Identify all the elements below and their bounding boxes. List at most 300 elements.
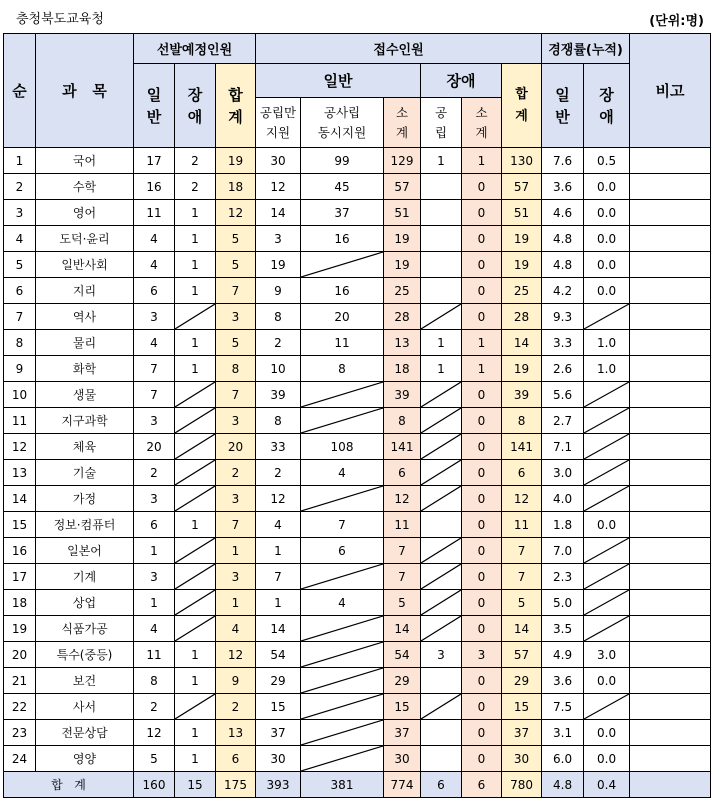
row-disabled-public — [421, 252, 462, 278]
row-remarks — [630, 330, 711, 356]
table-row — [4, 330, 711, 356]
row-ratio-general: 4.0 — [542, 486, 584, 512]
table-row — [4, 694, 711, 720]
not-applicable-diagonal — [301, 668, 383, 693]
row-public-only: 2 — [256, 460, 301, 486]
table-row — [4, 382, 711, 408]
row-planned-total: 7 — [216, 382, 256, 408]
applied-general-header: 일반 — [256, 64, 421, 98]
row-public-only: 29 — [256, 668, 301, 694]
planned-general-header: 일 반 — [134, 64, 175, 148]
total-ratio-disabled: 0.4 — [584, 772, 630, 798]
row-concurrent — [301, 668, 384, 694]
row-remarks — [630, 382, 711, 408]
row-no: 13 — [4, 460, 36, 486]
not-applicable-diagonal — [584, 486, 629, 511]
row-planned-total: 13 — [216, 720, 256, 746]
row-planned-general: 17 — [134, 148, 175, 174]
row-subject: 체육 — [36, 434, 134, 460]
row-planned-disabled — [175, 304, 216, 330]
not-applicable-diagonal — [421, 538, 461, 563]
row-applied-total: 141 — [502, 434, 542, 460]
row-subject: 역사 — [36, 304, 134, 330]
row-remarks — [630, 226, 711, 252]
row-concurrent: 20 — [301, 304, 384, 330]
row-planned-total: 7 — [216, 278, 256, 304]
row-ratio-general: 7.1 — [542, 434, 584, 460]
row-disabled-public — [421, 174, 462, 200]
row-concurrent: 6 — [301, 538, 384, 564]
table-row — [4, 720, 711, 746]
row-general-subtotal: 57 — [384, 174, 421, 200]
row-disabled-public — [421, 616, 462, 642]
row-subject: 영어 — [36, 200, 134, 226]
row-planned-total: 1 — [216, 590, 256, 616]
row-planned-disabled — [175, 382, 216, 408]
row-planned-total: 3 — [216, 486, 256, 512]
row-general-subtotal: 39 — [384, 382, 421, 408]
not-applicable-diagonal — [301, 252, 383, 277]
row-planned-disabled: 1 — [175, 356, 216, 382]
row-remarks — [630, 174, 711, 200]
row-planned-total: 19 — [216, 148, 256, 174]
row-ratio-disabled — [584, 538, 630, 564]
row-concurrent: 45 — [301, 174, 384, 200]
row-disabled-subtotal: 0 — [462, 512, 502, 538]
row-public-only: 30 — [256, 746, 301, 772]
row-planned-disabled — [175, 564, 216, 590]
not-applicable-diagonal — [175, 486, 215, 511]
row-ratio-general: 5.0 — [542, 590, 584, 616]
row-ratio-disabled — [584, 382, 630, 408]
row-general-subtotal: 29 — [384, 668, 421, 694]
row-public-only: 9 — [256, 278, 301, 304]
organization-title: 충청북도교육청 — [16, 12, 104, 27]
row-remarks — [630, 616, 711, 642]
row-planned-total: 5 — [216, 252, 256, 278]
row-planned-general: 3 — [134, 304, 175, 330]
row-planned-general: 6 — [134, 278, 175, 304]
applied-total-header: 합 계 — [502, 64, 542, 148]
row-disabled-subtotal: 0 — [462, 590, 502, 616]
row-remarks — [630, 720, 711, 746]
row-public-only: 1 — [256, 538, 301, 564]
row-planned-disabled: 1 — [175, 226, 216, 252]
ratio-disabled-header: 장 애 — [584, 64, 630, 148]
not-applicable-diagonal — [301, 616, 383, 641]
planned-total-header: 합 계 — [216, 64, 256, 148]
not-applicable-diagonal — [301, 746, 383, 771]
row-planned-general: 7 — [134, 356, 175, 382]
row-disabled-public — [421, 434, 462, 460]
row-ratio-general: 2.7 — [542, 408, 584, 434]
row-ratio-disabled — [584, 564, 630, 590]
row-ratio-disabled — [584, 408, 630, 434]
row-ratio-general: 3.5 — [542, 616, 584, 642]
row-disabled-public — [421, 460, 462, 486]
row-planned-disabled: 1 — [175, 278, 216, 304]
row-ratio-disabled: 0.0 — [584, 668, 630, 694]
table-row — [4, 512, 711, 538]
row-ratio-disabled: 3.0 — [584, 642, 630, 668]
row-planned-disabled: 1 — [175, 642, 216, 668]
row-remarks — [630, 512, 711, 538]
row-disabled-subtotal: 0 — [462, 304, 502, 330]
row-public-only: 12 — [256, 174, 301, 200]
row-planned-disabled — [175, 434, 216, 460]
row-disabled-subtotal: 0 — [462, 174, 502, 200]
table-row — [4, 408, 711, 434]
row-planned-total: 3 — [216, 408, 256, 434]
row-applied-total: 51 — [502, 200, 542, 226]
row-ratio-general: 1.8 — [542, 512, 584, 538]
row-remarks — [630, 304, 711, 330]
row-ratio-disabled: 0.0 — [584, 200, 630, 226]
table-row — [4, 434, 711, 460]
row-no: 7 — [4, 304, 36, 330]
row-ratio-general: 2.3 — [542, 564, 584, 590]
row-concurrent: 11 — [301, 330, 384, 356]
row-disabled-public: 1 — [421, 148, 462, 174]
row-applied-total: 19 — [502, 226, 542, 252]
row-general-subtotal: 54 — [384, 642, 421, 668]
row-no: 19 — [4, 616, 36, 642]
row-disabled-subtotal: 3 — [462, 642, 502, 668]
row-planned-disabled: 1 — [175, 746, 216, 772]
row-disabled-subtotal: 0 — [462, 668, 502, 694]
row-remarks — [630, 434, 711, 460]
not-applicable-diagonal — [584, 564, 629, 589]
row-applied-total: 5 — [502, 590, 542, 616]
row-no: 16 — [4, 538, 36, 564]
applied-group-header: 접수인원 — [256, 34, 542, 64]
row-ratio-disabled — [584, 590, 630, 616]
table-row — [4, 226, 711, 252]
row-planned-total: 12 — [216, 642, 256, 668]
unit-label: (단위:명) — [649, 14, 704, 29]
row-concurrent: 16 — [301, 226, 384, 252]
row-remarks — [630, 564, 711, 590]
row-no: 22 — [4, 694, 36, 720]
ratio-group-header: 경쟁률(누적) — [542, 34, 630, 64]
general-subtotal-header: 소 계 — [384, 98, 421, 148]
row-ratio-disabled: 0.0 — [584, 746, 630, 772]
not-applicable-diagonal — [301, 382, 383, 407]
row-planned-general: 8 — [134, 668, 175, 694]
row-planned-disabled — [175, 408, 216, 434]
row-ratio-general: 3.6 — [542, 668, 584, 694]
row-planned-disabled: 2 — [175, 148, 216, 174]
table-row — [4, 252, 711, 278]
row-applied-total: 15 — [502, 694, 542, 720]
total-concurrent: 381 — [301, 772, 384, 798]
row-public-only: 14 — [256, 616, 301, 642]
row-subject: 지리 — [36, 278, 134, 304]
row-general-subtotal: 37 — [384, 720, 421, 746]
row-general-subtotal: 8 — [384, 408, 421, 434]
row-subject: 영양 — [36, 746, 134, 772]
row-planned-total: 6 — [216, 746, 256, 772]
row-planned-total: 5 — [216, 330, 256, 356]
row-no: 11 — [4, 408, 36, 434]
row-concurrent: 108 — [301, 434, 384, 460]
not-applicable-diagonal — [301, 486, 383, 511]
row-disabled-subtotal: 0 — [462, 408, 502, 434]
row-public-only: 1 — [256, 590, 301, 616]
row-planned-general: 1 — [134, 538, 175, 564]
row-ratio-disabled: 1.0 — [584, 330, 630, 356]
table-row — [4, 668, 711, 694]
row-subject: 국어 — [36, 148, 134, 174]
row-applied-total: 130 — [502, 148, 542, 174]
row-general-subtotal: 19 — [384, 226, 421, 252]
row-planned-general: 16 — [134, 174, 175, 200]
row-public-only: 10 — [256, 356, 301, 382]
row-concurrent — [301, 616, 384, 642]
row-applied-total: 57 — [502, 642, 542, 668]
row-planned-general: 20 — [134, 434, 175, 460]
table-row — [4, 642, 711, 668]
table-row — [4, 460, 711, 486]
row-no: 1 — [4, 148, 36, 174]
row-disabled-public — [421, 278, 462, 304]
row-no: 6 — [4, 278, 36, 304]
row-general-subtotal: 30 — [384, 746, 421, 772]
row-ratio-general: 4.6 — [542, 200, 584, 226]
row-concurrent — [301, 642, 384, 668]
row-planned-general: 11 — [134, 200, 175, 226]
row-subject: 일본어 — [36, 538, 134, 564]
row-general-subtotal: 141 — [384, 434, 421, 460]
row-remarks — [630, 486, 711, 512]
not-applicable-diagonal — [175, 694, 215, 719]
planned-disabled-header: 장 애 — [175, 64, 216, 148]
row-subject: 사서 — [36, 694, 134, 720]
row-ratio-general: 3.1 — [542, 720, 584, 746]
row-subject: 지구과학 — [36, 408, 134, 434]
row-general-subtotal: 51 — [384, 200, 421, 226]
row-subject: 일반사회 — [36, 252, 134, 278]
row-concurrent — [301, 408, 384, 434]
row-public-only: 12 — [256, 486, 301, 512]
row-ratio-disabled — [584, 434, 630, 460]
row-applied-total: 8 — [502, 408, 542, 434]
row-applied-total: 14 — [502, 330, 542, 356]
row-ratio-general: 5.6 — [542, 382, 584, 408]
row-concurrent — [301, 694, 384, 720]
row-general-subtotal: 28 — [384, 304, 421, 330]
row-remarks — [630, 252, 711, 278]
row-disabled-subtotal: 0 — [462, 616, 502, 642]
row-disabled-public: 3 — [421, 642, 462, 668]
not-applicable-diagonal — [301, 408, 383, 433]
row-ratio-general: 7.0 — [542, 538, 584, 564]
not-applicable-diagonal — [421, 434, 461, 459]
concurrent-header: 공사립 동시지원 — [301, 98, 384, 148]
row-disabled-public — [421, 564, 462, 590]
row-no: 5 — [4, 252, 36, 278]
not-applicable-diagonal — [301, 720, 383, 745]
row-applied-total: 19 — [502, 252, 542, 278]
not-applicable-diagonal — [175, 564, 215, 589]
row-planned-general: 4 — [134, 226, 175, 252]
row-concurrent — [301, 720, 384, 746]
row-applied-total: 7 — [502, 564, 542, 590]
row-applied-total: 6 — [502, 460, 542, 486]
row-ratio-general: 3.0 — [542, 460, 584, 486]
row-ratio-disabled — [584, 304, 630, 330]
row-disabled-subtotal: 0 — [462, 434, 502, 460]
table-row — [4, 538, 711, 564]
row-remarks — [630, 590, 711, 616]
row-no: 3 — [4, 200, 36, 226]
row-public-only: 15 — [256, 694, 301, 720]
row-planned-total: 12 — [216, 200, 256, 226]
table-row — [4, 564, 711, 590]
row-general-subtotal: 6 — [384, 460, 421, 486]
row-planned-general: 4 — [134, 252, 175, 278]
row-no: 9 — [4, 356, 36, 382]
row-subject: 물리 — [36, 330, 134, 356]
row-subject: 보건 — [36, 668, 134, 694]
row-planned-general: 6 — [134, 512, 175, 538]
table-row — [4, 174, 711, 200]
row-ratio-disabled — [584, 616, 630, 642]
not-applicable-diagonal — [301, 642, 383, 667]
row-public-only: 19 — [256, 252, 301, 278]
row-subject: 상업 — [36, 590, 134, 616]
row-planned-general: 3 — [134, 408, 175, 434]
ratio-general-header: 일 반 — [542, 64, 584, 148]
row-applied-total: 12 — [502, 486, 542, 512]
row-planned-disabled — [175, 590, 216, 616]
row-no: 23 — [4, 720, 36, 746]
row-public-only: 37 — [256, 720, 301, 746]
not-applicable-diagonal — [421, 694, 461, 719]
row-planned-total: 3 — [216, 304, 256, 330]
not-applicable-diagonal — [175, 616, 215, 641]
row-planned-disabled: 1 — [175, 512, 216, 538]
row-public-only: 8 — [256, 408, 301, 434]
row-disabled-subtotal: 0 — [462, 278, 502, 304]
total-ratio-general: 4.8 — [542, 772, 584, 798]
row-applied-total: 39 — [502, 382, 542, 408]
total-public-only: 393 — [256, 772, 301, 798]
row-applied-total: 7 — [502, 538, 542, 564]
row-subject: 특수(중등) — [36, 642, 134, 668]
row-concurrent: 4 — [301, 590, 384, 616]
row-no: 10 — [4, 382, 36, 408]
row-general-subtotal: 15 — [384, 694, 421, 720]
row-applied-total: 25 — [502, 278, 542, 304]
row-planned-disabled — [175, 538, 216, 564]
not-applicable-diagonal — [584, 590, 629, 615]
row-remarks — [630, 278, 711, 304]
row-planned-total: 20 — [216, 434, 256, 460]
not-applicable-diagonal — [301, 694, 383, 719]
row-no: 17 — [4, 564, 36, 590]
row-ratio-general: 4.8 — [542, 226, 584, 252]
row-subject: 기계 — [36, 564, 134, 590]
not-applicable-diagonal — [421, 408, 461, 433]
col-subject-header: 과 목 — [36, 34, 134, 148]
row-subject: 도덕·윤리 — [36, 226, 134, 252]
row-concurrent: 4 — [301, 460, 384, 486]
row-public-only: 39 — [256, 382, 301, 408]
row-ratio-disabled — [584, 694, 630, 720]
row-subject: 정보·컴퓨터 — [36, 512, 134, 538]
row-remarks — [630, 642, 711, 668]
row-concurrent: 8 — [301, 356, 384, 382]
row-general-subtotal: 14 — [384, 616, 421, 642]
row-no: 4 — [4, 226, 36, 252]
total-disabled-subtotal: 6 — [462, 772, 502, 798]
row-planned-total: 4 — [216, 616, 256, 642]
row-public-only: 3 — [256, 226, 301, 252]
row-disabled-subtotal: 1 — [462, 330, 502, 356]
row-remarks — [630, 408, 711, 434]
not-applicable-diagonal — [584, 382, 629, 407]
row-applied-total: 57 — [502, 174, 542, 200]
row-disabled-public — [421, 720, 462, 746]
row-disabled-public — [421, 668, 462, 694]
row-no: 14 — [4, 486, 36, 512]
row-public-only: 54 — [256, 642, 301, 668]
total-disabled-public: 6 — [421, 772, 462, 798]
row-general-subtotal: 5 — [384, 590, 421, 616]
row-planned-general: 4 — [134, 616, 175, 642]
row-public-only: 7 — [256, 564, 301, 590]
not-applicable-diagonal — [175, 408, 215, 433]
row-public-only: 33 — [256, 434, 301, 460]
row-planned-general: 5 — [134, 746, 175, 772]
row-planned-disabled: 1 — [175, 252, 216, 278]
row-planned-general: 12 — [134, 720, 175, 746]
row-ratio-general: 4.9 — [542, 642, 584, 668]
row-ratio-disabled — [584, 460, 630, 486]
row-disabled-subtotal: 0 — [462, 538, 502, 564]
row-planned-general: 11 — [134, 642, 175, 668]
row-subject: 생물 — [36, 382, 134, 408]
col-no-header: 순 — [4, 34, 36, 148]
table-row — [4, 356, 711, 382]
row-concurrent: 99 — [301, 148, 384, 174]
row-remarks — [630, 694, 711, 720]
row-applied-total: 19 — [502, 356, 542, 382]
row-ratio-general: 9.3 — [542, 304, 584, 330]
row-planned-total: 9 — [216, 668, 256, 694]
row-planned-total: 2 — [216, 694, 256, 720]
row-ratio-general: 7.5 — [542, 694, 584, 720]
row-no: 24 — [4, 746, 36, 772]
row-concurrent: 37 — [301, 200, 384, 226]
row-no: 21 — [4, 668, 36, 694]
not-applicable-diagonal — [421, 564, 461, 589]
row-general-subtotal: 7 — [384, 564, 421, 590]
recruitment-table — [3, 33, 711, 798]
not-applicable-diagonal — [421, 486, 461, 511]
row-planned-total: 18 — [216, 174, 256, 200]
not-applicable-diagonal — [584, 408, 629, 433]
row-ratio-general: 6.0 — [542, 746, 584, 772]
not-applicable-diagonal — [421, 382, 461, 407]
row-ratio-disabled: 1.0 — [584, 356, 630, 382]
row-ratio-disabled — [584, 486, 630, 512]
public-only-header: 공립만 지원 — [256, 98, 301, 148]
row-ratio-disabled: 0.0 — [584, 226, 630, 252]
row-planned-total: 3 — [216, 564, 256, 590]
row-disabled-public — [421, 746, 462, 772]
